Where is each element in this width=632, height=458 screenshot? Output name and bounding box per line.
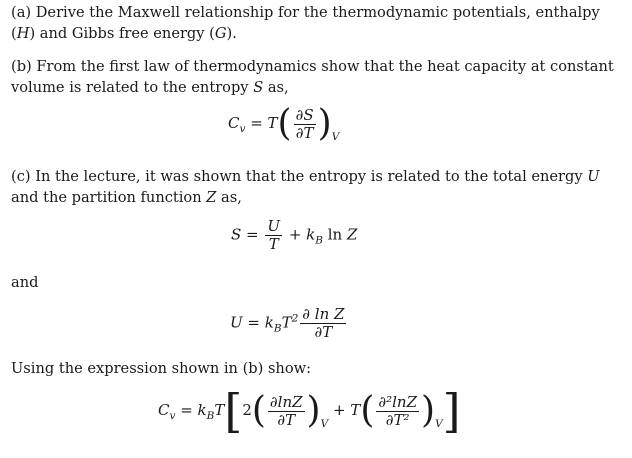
fraction: $\frac{\text{∂²lnZ}}{\text{∂T²}}$ xyxy=(378,392,418,429)
energy-equation: $U = k_BT^2$ $\frac{\text{∂ ln Z}}{\partial T}$ xyxy=(230,305,345,341)
fraction: $\frac{\text{∂ ln Z}}{\partial T}$ xyxy=(302,305,345,341)
enthalpy-symbol: H xyxy=(16,25,30,42)
energy-symbol: U xyxy=(587,168,600,185)
and-text: and xyxy=(11,274,39,291)
target-equation: $C_v = k_BT[2$( $\frac{\partial\ln Z}{\partial T}$ )$_V + T$( $\frac{\text{∂²lnZ}}{\text{∂T²}}$ )$_V$] xyxy=(158,384,461,438)
fraction: $\frac{\partial\ln Z}{\partial T}$ xyxy=(269,392,303,429)
using-text: Using the expression shown in (b) show: xyxy=(11,360,312,377)
partition-function-symbol: Z xyxy=(206,189,217,206)
entropy-symbol: S xyxy=(253,79,264,96)
fraction: $\frac{U}{T}$ xyxy=(267,217,281,253)
entropy-equation: S = $\frac{U}{T}$ + $k_B$ ln Z xyxy=(231,217,358,253)
fraction: $\frac{\partial S}{\partial T}$ xyxy=(295,105,314,142)
heat-capacity-equation: $C_v = T$( $\frac{\partial S}{\partial T}$ )$_V$ xyxy=(228,103,340,144)
part-b-text: (b) From the first law of thermodynamics show that the heat capacity at constant volume is related to the entropy S as, xyxy=(11,58,614,96)
gibbs-symbol: G xyxy=(214,25,227,42)
part-c-text: (c) In the lecture, it was shown that the entropy is related to the total energy U and the partition function Z as, xyxy=(11,168,600,206)
part-a-text: (a) Derive the Maxwell relationship for the thermodynamic potentials, enthalpy (H) and Gibbs free energy (G). xyxy=(11,4,600,42)
